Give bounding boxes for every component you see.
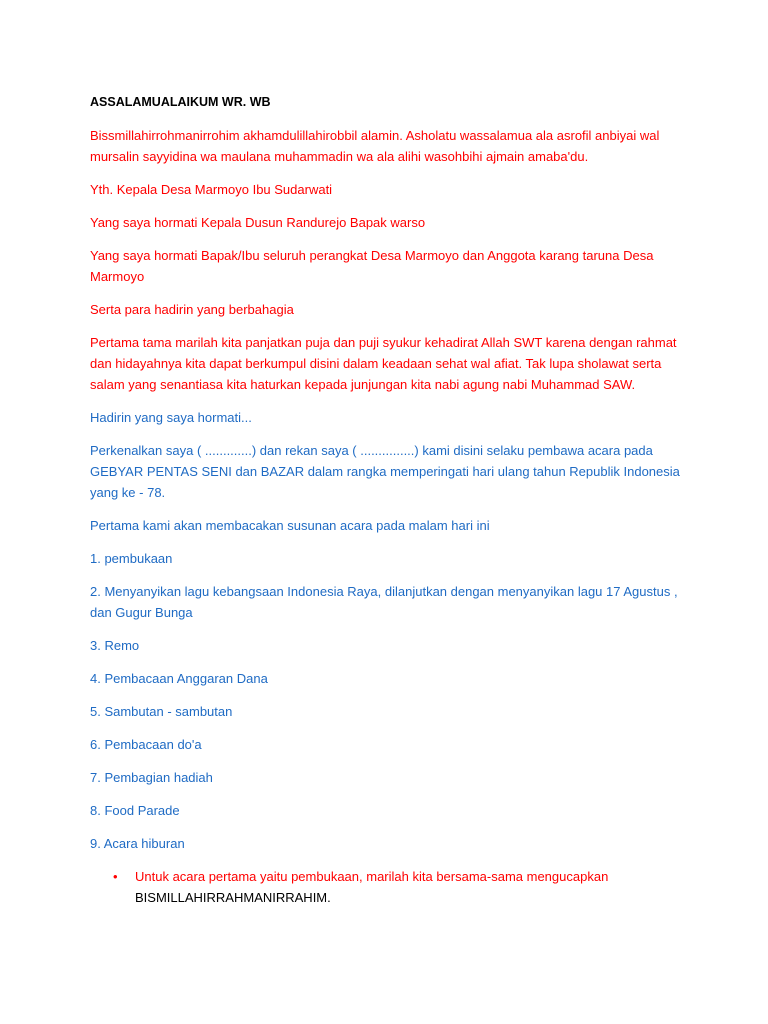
bullet-text-line-2: BISMILLAHIRRAHMANIRRAHIM.	[135, 890, 331, 905]
agenda-item: 3. Remo	[90, 638, 140, 653]
gratitude-paragraph: Pertama tama marilah kita panjatkan puja dan puji syukur kehadirat Allah SWT karena dengan rahmat dan hidayahnya kita dapat berkumpul disini dalam keadaan sehat wal afiat. Tak lupa sholawat serta salam yang senantiasa kita haturkan kepada junjungan kita nabi agung nabi Muhammad SAW.	[90, 335, 677, 392]
agenda-item: 7. Pembagian hadiah	[90, 770, 213, 785]
agenda-item: 6. Pembacaan do'a	[90, 737, 202, 752]
introduction-section	[90, 407, 688, 536]
agenda-item: 2. Menyanyikan lagu kebangsaan Indonesia Raya, dilanjutkan dengan menyanyikan lagu 17 Agustus , dan Gugur Bunga	[90, 584, 678, 620]
agenda-item: 4. Pembacaan Anggaran Dana	[90, 671, 268, 686]
opening-prayer: Bissmillahirrohmanirrohim akhamdulillahirobbil alamin. Asholatu wassalamua ala asrofil anbiyai wal mursalin sayyidina wa maulana muhammadin wa ala alihi wasohbihi ajmain amaba'du.	[90, 128, 660, 164]
document-heading: ASSALAMUALAIKUM WR. WB	[90, 95, 271, 109]
greeting-audience: Serta para hadirin yang berbahagia	[90, 302, 294, 317]
audience-address: Hadirin yang saya hormati...	[90, 410, 252, 425]
bullet-text-line-1: Untuk acara pertama yaitu pembukaan, marilah kita bersama-sama mengucapkan	[135, 869, 609, 884]
host-introduction: Perkenalkan saya ( .............) dan rekan saya ( ...............) kami disini selaku pembawa acara pada GEBYAR PENTAS SENI dan BAZAR dalam rangka memperingati hari ulang tahun Republik Indonesia yang ke - 78.	[90, 443, 680, 500]
opening-section	[90, 125, 688, 395]
agenda-item: 8. Food Parade	[90, 803, 180, 818]
greeting-village-head: Yth. Kepala Desa Marmoyo Ibu Sudarwati	[90, 182, 333, 197]
greeting-village-officials: Yang saya hormati Bapak/Ibu seluruh perangkat Desa Marmoyo dan Anggota karang taruna Desa Marmoyo	[90, 248, 654, 284]
agenda-item: 5. Sambutan - sambutan	[90, 704, 233, 719]
bullet-list	[90, 866, 688, 908]
agenda-item: 1. pembukaan	[90, 551, 173, 566]
agenda-list	[90, 548, 688, 854]
bullet-item	[113, 866, 688, 908]
greeting-hamlet-head: Yang saya hormati Kepala Dusun Randurejo Bapak warso	[90, 215, 426, 230]
agenda-intro: Pertama kami akan membacakan susunan acara pada malam hari ini	[90, 518, 490, 533]
bullet-icon: •	[113, 869, 118, 884]
agenda-item: 9. Acara hiburan	[90, 836, 185, 851]
